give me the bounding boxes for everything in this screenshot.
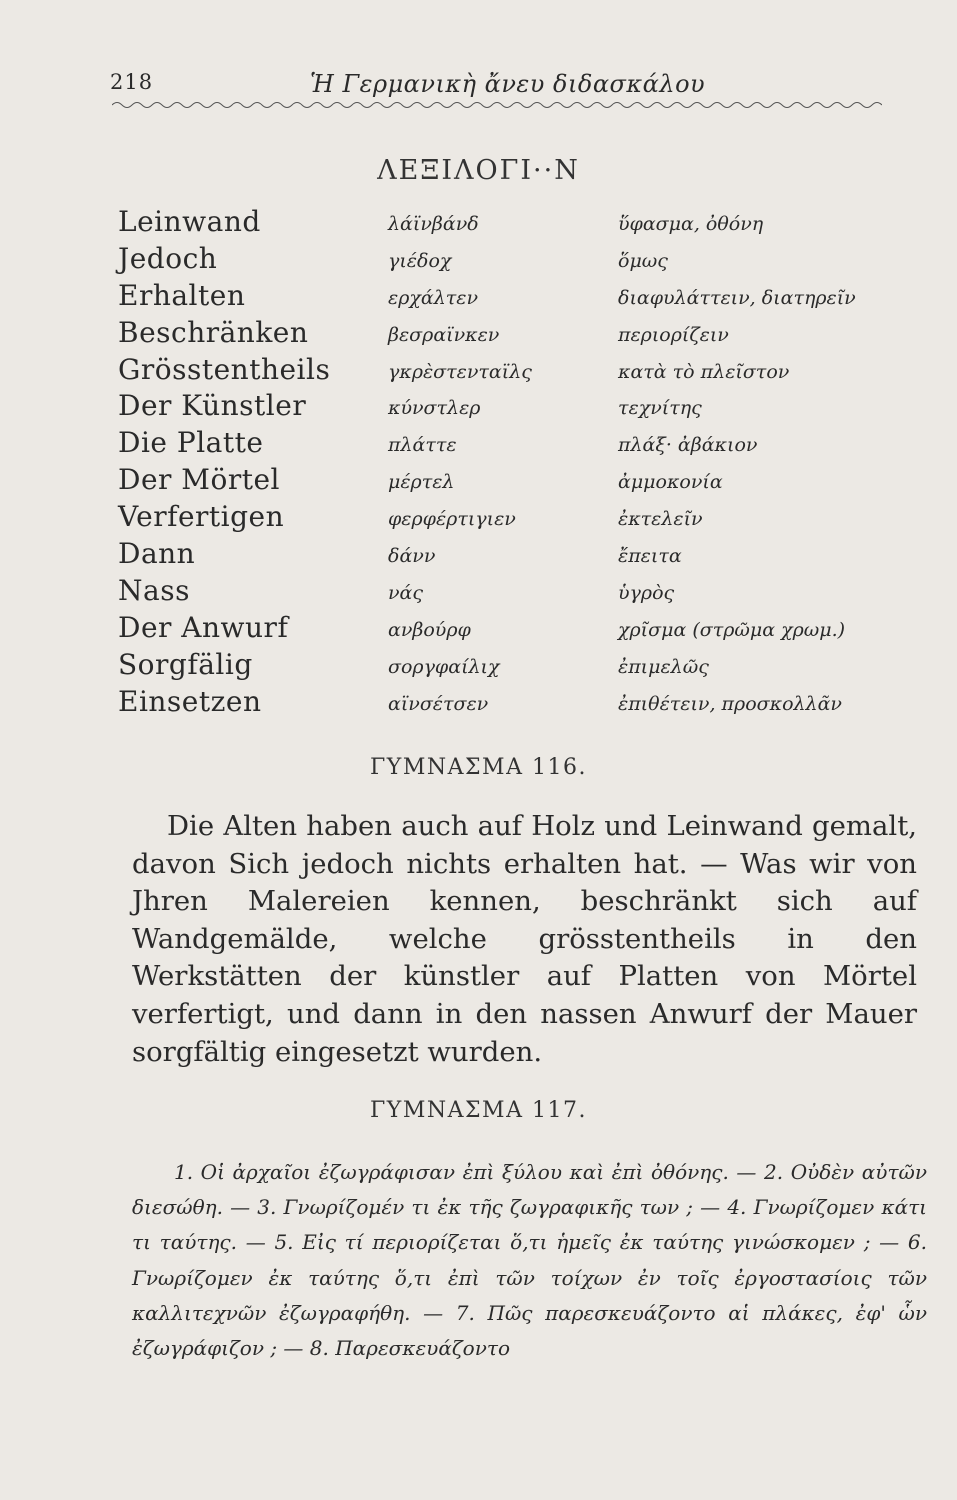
vocab-transliteration: νάς bbox=[388, 581, 424, 604]
vocab-german: Sorgfälig bbox=[118, 647, 253, 681]
exercise-116-title: ΓΥΜΝΑΣΜΑ 116. bbox=[370, 755, 587, 780]
vocab-transliteration: φερφέρτιγιεν bbox=[388, 508, 516, 531]
exercise-117-text: 1. Οἱ ἀρχαῖοι ἐζωγράφισαν ἐπὶ ξύλου καὶ ἐπὶ ὀθόνης. — 2. Οὐδὲν αὐτῶν διεσώθη. — 3. Γνωρίζομέν τι ἐκ τῆς ζωγραφικῆς των ; — 4. Γνωρίζομεν κάτι τι ταύτης. — 5. Εἰς τί περιορίζεται ὅ,τι ἡμεῖς ἐκ ταύτης γινώσκομεν ; — 6. Γνωρίζομεν ἐκ ταύτης ὅ,τι ἐπὶ τῶν τοίχων ἐν τοῖς ἐργοστασίοις τῶν καλλιτεχνῶν ἐζωγραφήθη. — 7. Πῶς παρεσκευάζοντο αἱ πλάκες, ἐφ' ὧν ἐζωγράφιζον ; — 8. Παρεσκευάζοντο bbox=[132, 1160, 927, 1361]
header-wavy-rule bbox=[112, 100, 882, 110]
section-title-lexicon: ΛΕΞΙΛΟΓΙ··Ν bbox=[377, 155, 580, 186]
vocab-greek: ὅμως bbox=[618, 249, 668, 272]
vocab-greek: διαφυλάττειν, διατηρεῖν bbox=[618, 286, 856, 309]
vocab-greek: χρῖσμα (στρῶμα χρωμ.) bbox=[618, 618, 846, 641]
vocab-transliteration: γιέδοχ bbox=[388, 249, 452, 272]
vocab-row bbox=[118, 389, 918, 426]
vocab-transliteration: πλάττε bbox=[388, 434, 457, 457]
vocab-german: Nass bbox=[118, 573, 190, 607]
vocab-greek: ὑγρὸς bbox=[618, 581, 675, 604]
vocab-row bbox=[118, 316, 918, 353]
vocab-row bbox=[118, 242, 918, 279]
vocab-row bbox=[118, 611, 918, 648]
vocab-german: Einsetzen bbox=[118, 684, 262, 718]
vocab-greek: περιορίζειν bbox=[618, 323, 729, 346]
running-title: Ἡ Γερμανικὴ ἄνευ διδασκάλου bbox=[310, 70, 706, 98]
vocab-german: Leinwand bbox=[118, 205, 261, 238]
vocab-transliteration: κύνστλερ bbox=[388, 397, 481, 420]
vocab-transliteration: ερχάλτεν bbox=[388, 286, 479, 309]
vocab-row bbox=[118, 426, 918, 463]
vocab-german: Grösstentheils bbox=[118, 352, 331, 386]
vocab-german: Der Künstler bbox=[118, 389, 307, 423]
vocab-german: Beschränken bbox=[118, 315, 309, 349]
exercise-117-title: ΓΥΜΝΑΣΜΑ 117. bbox=[370, 1098, 587, 1123]
vocab-transliteration: γκρὲστενταϊλς bbox=[388, 360, 532, 383]
vocab-greek: ἔπειτα bbox=[618, 545, 682, 568]
running-head bbox=[110, 70, 880, 104]
vocab-greek: ἀμμοκονία bbox=[618, 471, 723, 494]
vocab-german: Der Mörtel bbox=[118, 463, 280, 497]
vocab-greek: ἐκτελεῖν bbox=[618, 508, 703, 531]
vocab-german: Verfertigen bbox=[118, 500, 285, 534]
vocab-row bbox=[118, 463, 918, 500]
vocab-greek: ἐπιμελῶς bbox=[618, 655, 709, 678]
vocab-transliteration: βεσραϊνκεν bbox=[388, 323, 500, 346]
vocab-transliteration: ανβούρφ bbox=[388, 618, 471, 641]
exercise-116-text: Die Alten haben auch auf Holz und Leinwand gemalt, davon Sich jedoch nichts erhalten hat. — Was wir von Jhren Malereien kennen, beschränkt sich auf Wandgemälde, welche grösstentheils in den Werkstätten der künstler auf Platten von Mörtel verfertigt, und dann in den nassen Anwurf der Mauer sorgfältig eingesetzt wurden. bbox=[132, 810, 917, 1068]
vocab-row bbox=[118, 205, 918, 242]
vocab-greek: ὕφασμα, ὀθόνη bbox=[618, 213, 764, 235]
vocab-german: Erhalten bbox=[118, 278, 246, 312]
vocab-german: Jedoch bbox=[118, 241, 218, 275]
vocab-transliteration: μέρτελ bbox=[388, 471, 455, 494]
vocab-row bbox=[118, 537, 918, 574]
page-number: 218 bbox=[110, 70, 154, 94]
vocab-greek: ἐπιθέτειν, προσκολλᾶν bbox=[618, 692, 842, 715]
vocab-greek: κατὰ τὸ πλεῖστον bbox=[618, 360, 790, 383]
vocab-row bbox=[118, 648, 918, 685]
vocab-greek: τεχνίτης bbox=[618, 397, 702, 420]
vocab-row bbox=[118, 574, 918, 611]
vocab-german: Dann bbox=[118, 537, 196, 571]
vocabulary-list bbox=[118, 205, 918, 721]
vocab-row bbox=[118, 279, 918, 316]
vocab-german: Die Platte bbox=[118, 426, 264, 460]
vocab-row bbox=[118, 353, 918, 390]
vocab-transliteration: λάϊνβάνδ bbox=[388, 213, 479, 235]
vocab-transliteration: σοργφαίλιχ bbox=[388, 655, 500, 678]
vocab-row bbox=[118, 500, 918, 537]
vocab-transliteration: δάνν bbox=[388, 545, 436, 568]
vocab-transliteration: αϊνσέτσεν bbox=[388, 692, 489, 715]
vocab-row bbox=[118, 685, 918, 722]
vocab-greek: πλάξ· ἀβάκιον bbox=[618, 434, 758, 457]
vocab-german: Der Anwurf bbox=[118, 610, 289, 644]
